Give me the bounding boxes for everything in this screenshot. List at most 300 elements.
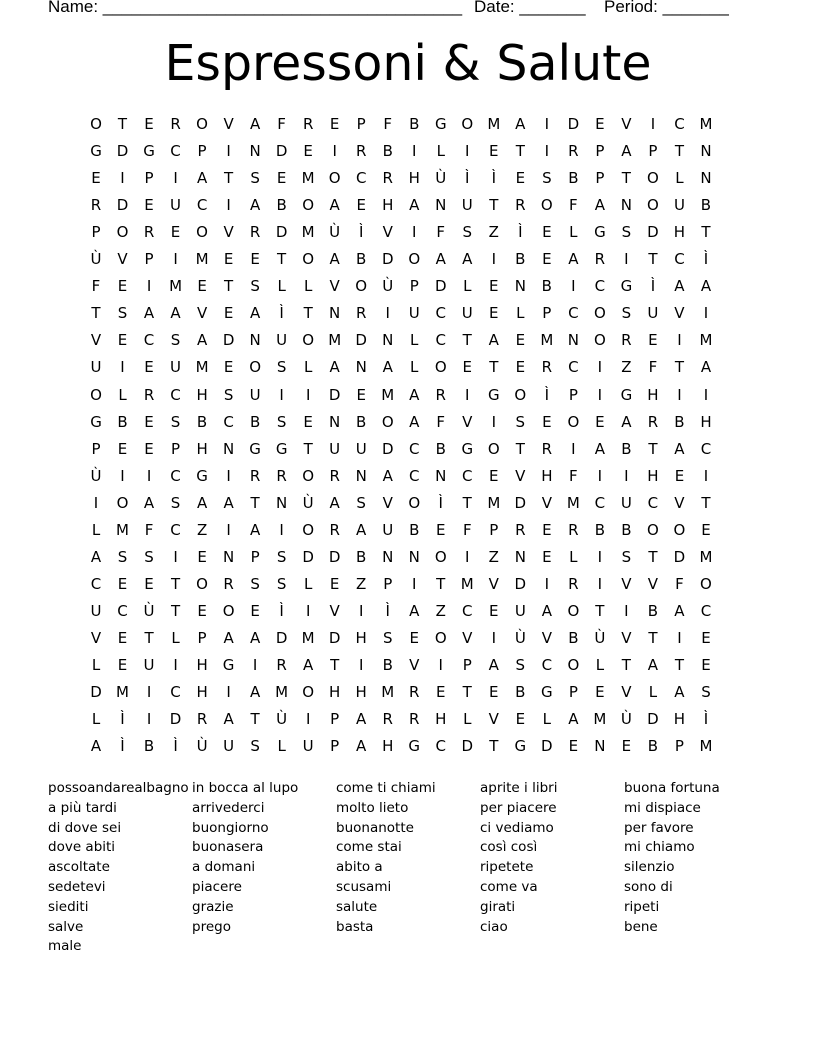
grid-letter: E: [144, 439, 154, 458]
grid-letter: F: [277, 115, 286, 133]
grid-letter: E: [595, 115, 605, 133]
grid-letter: M: [195, 358, 209, 377]
grid-letter: I: [571, 277, 576, 296]
grid-letter: N: [382, 547, 394, 566]
grid-letter: T: [144, 628, 154, 647]
grid-letter: L: [648, 683, 658, 702]
grid-letter: N: [435, 196, 447, 215]
grid-letter: F: [462, 520, 472, 539]
word-list-item: siediti: [48, 898, 89, 915]
grid-letter: P: [250, 547, 260, 566]
grid-letter: S: [117, 304, 128, 323]
word-list-item: ci vediamo: [480, 819, 554, 836]
grid-letter: I: [465, 547, 470, 566]
grid-letter: M: [116, 520, 129, 539]
grid-letter: O: [116, 493, 129, 512]
grid-letter: C: [408, 439, 420, 458]
grid-letter: Ù: [329, 223, 341, 242]
word-list-item: buongiorno: [192, 819, 269, 836]
grid-letter: E: [436, 520, 446, 539]
grid-letter: O: [222, 601, 235, 620]
grid-letter: C: [700, 439, 712, 458]
grid-letter: T: [648, 250, 658, 269]
grid-letter: M: [169, 277, 183, 296]
grid-letter: O: [514, 385, 527, 404]
grid-letter: D: [222, 331, 235, 350]
grid-letter: O: [196, 115, 208, 133]
word-list-item: ascoltate: [48, 859, 110, 876]
grid-letter: Ù: [90, 250, 102, 269]
grid-letter: C: [435, 737, 446, 756]
grid-letter: O: [540, 196, 553, 215]
grid-letter: C: [355, 169, 367, 188]
word-list-item: molto lieto: [336, 799, 409, 816]
grid-letter: H: [647, 466, 659, 485]
grid-letter: Ì: [518, 223, 523, 242]
grid-letter: S: [170, 493, 181, 512]
grid-letter: A: [435, 250, 446, 269]
grid-letter: I: [173, 656, 178, 674]
grid-letter: A: [409, 412, 420, 431]
word-list-item: per piacere: [480, 799, 557, 816]
grid-letter: G: [222, 656, 235, 674]
grid-letter: V: [488, 710, 499, 729]
grid-row: [0, 138, 816, 165]
grid-letter: U: [461, 304, 473, 323]
grid-letter: C: [700, 601, 712, 620]
grid-letter: O: [302, 683, 315, 702]
grid-letter: E: [144, 412, 154, 431]
grid-letter: O: [302, 250, 315, 269]
grid-letter: E: [542, 223, 552, 242]
grid-letter: Ì: [465, 169, 470, 188]
grid-letter: E: [595, 412, 605, 431]
grid-letter: O: [647, 169, 659, 188]
word-list-item: come ti chiami: [336, 780, 436, 796]
grid-letter: P: [674, 737, 684, 756]
word-list-item: per favore: [624, 819, 694, 836]
grid-letter: R: [276, 656, 287, 674]
grid-letter: D: [116, 196, 129, 215]
word-list-item: ciao: [480, 918, 508, 935]
grid-letter: E: [223, 250, 234, 269]
grid-letter: I: [597, 385, 603, 404]
grid-letter: O: [487, 439, 500, 458]
grid-letter: L: [436, 142, 445, 161]
grid-letter: T: [303, 304, 313, 323]
grid-letter: U: [276, 331, 288, 350]
grid-letter: L: [410, 358, 419, 377]
grid-letter: E: [542, 520, 552, 539]
grid-letter: I: [279, 520, 284, 539]
name-field-label: Name: ______________________________________: [48, 0, 463, 16]
grid-letter: P: [171, 439, 181, 458]
grid-letter: R: [355, 142, 367, 161]
grid-letter: N: [514, 547, 526, 566]
grid-letter: L: [569, 547, 578, 566]
grid-letter: I: [544, 142, 550, 161]
grid-letter: O: [408, 250, 421, 269]
grid-letter: N: [355, 358, 367, 377]
grid-letter: R: [594, 250, 606, 269]
grid-row: [0, 517, 816, 544]
grid-letter: L: [463, 710, 472, 729]
grid-letter: N: [620, 196, 632, 215]
grid-letter: M: [275, 683, 289, 702]
grid-letter: O: [302, 520, 315, 539]
grid-letter: P: [330, 710, 340, 729]
grid-letter: I: [173, 169, 178, 188]
grid-letter: T: [489, 358, 499, 377]
grid-letter: I: [305, 601, 311, 620]
grid-letter: M: [301, 223, 315, 242]
word-list-item: silenzio: [624, 859, 675, 876]
grid-letter: I: [465, 385, 470, 404]
grid-letter: C: [435, 331, 446, 350]
grid-letter: V: [488, 574, 499, 593]
grid-letter: G: [90, 412, 102, 431]
grid-letter: T: [170, 601, 181, 620]
grid-letter: T: [674, 358, 685, 377]
word-list-item: grazie: [192, 898, 234, 915]
grid-letter: E: [701, 656, 711, 674]
word-list-column: [48, 779, 188, 957]
grid-letter: E: [250, 250, 260, 269]
grid-letter: E: [117, 277, 128, 296]
grid-letter: D: [647, 223, 659, 242]
grid-letter: I: [146, 683, 152, 702]
grid-letter: S: [250, 169, 260, 188]
grid-letter: I: [491, 628, 497, 647]
grid-letter: H: [329, 683, 341, 702]
grid-letter: L: [595, 656, 605, 674]
grid-letter: I: [412, 574, 417, 593]
grid-letter: T: [515, 142, 525, 161]
grid-letter: V: [462, 628, 473, 647]
grid-letter: Ù: [594, 628, 606, 647]
grid-letter: F: [648, 358, 658, 377]
grid-letter: A: [329, 250, 340, 269]
grid-letter: A: [674, 277, 685, 296]
grid-letter: P: [91, 223, 101, 242]
grid-letter: F: [436, 223, 446, 242]
grid-letter: V: [90, 628, 102, 647]
word-list-item: scusami: [336, 878, 392, 895]
grid-letter: D: [116, 142, 129, 161]
grid-letter: O: [593, 304, 606, 323]
period-field-label: Period: _______: [604, 0, 729, 16]
grid-letter: D: [461, 737, 474, 756]
grid-row: [0, 490, 816, 517]
grid-letter: F: [436, 412, 446, 431]
grid-letter: N: [249, 331, 261, 350]
grid-letter: G: [143, 142, 155, 161]
grid-letter: V: [196, 304, 208, 323]
grid-letter: L: [91, 520, 101, 539]
grid-letter: A: [409, 601, 420, 620]
grid-letter: A: [249, 196, 261, 215]
word-list-item: buona fortuna: [624, 780, 720, 796]
word-list-item: sono di: [624, 878, 673, 895]
grid-letter: G: [434, 115, 447, 133]
grid-letter: H: [196, 385, 208, 404]
grid-letter: E: [515, 169, 526, 188]
grid-letter: B: [409, 520, 420, 539]
grid-letter: A: [90, 547, 102, 566]
grid-letter: I: [120, 169, 125, 188]
grid-letter: T: [117, 115, 128, 133]
grid-letter: R: [143, 223, 155, 242]
grid-letter: C: [196, 196, 208, 215]
grid-letter: E: [436, 683, 446, 702]
grid-letter: O: [461, 115, 474, 133]
grid-letter: G: [620, 385, 633, 404]
grid-letter: V: [647, 574, 659, 593]
grid-letter: T: [250, 493, 260, 512]
word-list-column: [624, 779, 764, 937]
grid-letter: A: [223, 493, 234, 512]
grid-letter: R: [568, 574, 579, 593]
grid-letter: I: [597, 466, 603, 485]
grid-letter: N: [382, 331, 394, 350]
grid-letter: C: [674, 250, 685, 269]
grid-letter: U: [249, 385, 261, 404]
grid-letter: C: [594, 493, 606, 512]
grid-letter: Z: [435, 601, 446, 620]
grid-letter: R: [568, 520, 579, 539]
grid-letter: L: [569, 223, 578, 242]
grid-letter: D: [275, 628, 288, 647]
grid-letter: I: [624, 466, 629, 485]
word-list-item: arrivederci: [192, 799, 265, 816]
grid-letter: T: [674, 656, 685, 674]
grid-letter: I: [703, 304, 709, 323]
grid-letter: A: [409, 196, 420, 215]
grid-letter: R: [143, 385, 155, 404]
grid-letter: F: [383, 115, 393, 133]
grid-letter: S: [250, 737, 260, 756]
grid-letter: R: [647, 412, 659, 431]
grid-letter: A: [249, 115, 261, 133]
grid-letter: U: [170, 358, 182, 377]
grid-letter: B: [409, 115, 420, 133]
grid-letter: B: [435, 439, 446, 458]
grid-letter: Ì: [703, 710, 709, 729]
grid-row: [0, 679, 816, 706]
grid-letter: E: [197, 277, 207, 296]
grid-letter: A: [249, 628, 261, 647]
grid-letter: P: [595, 169, 605, 188]
grid-letter: I: [465, 142, 470, 161]
grid-letter: C: [594, 277, 606, 296]
grid-letter: P: [568, 683, 578, 702]
grid-letter: A: [196, 169, 208, 188]
grid-letter: O: [408, 493, 421, 512]
grid-letter: R: [382, 710, 393, 729]
grid-letter: A: [462, 250, 473, 269]
grid-letter: G: [487, 385, 500, 404]
grid-letter: U: [514, 601, 526, 620]
grid-letter: S: [542, 169, 552, 188]
grid-letter: L: [277, 277, 286, 296]
grid-letter: P: [568, 385, 578, 404]
grid-row: [0, 733, 816, 760]
grid-letter: F: [569, 196, 578, 215]
grid-letter: D: [90, 683, 102, 702]
grid-letter: B: [647, 601, 659, 620]
grid-letter: A: [382, 466, 393, 485]
grid-letter: V: [409, 656, 420, 674]
grid-letter: I: [305, 385, 311, 404]
grid-letter: T: [91, 304, 101, 323]
grid-letter: B: [674, 412, 685, 431]
grid-letter: T: [621, 656, 631, 674]
grid-letter: A: [674, 439, 685, 458]
grid-letter: L: [171, 628, 180, 647]
grid-letter: Ì: [385, 601, 390, 620]
grid-letter: H: [541, 466, 553, 485]
grid-letter: I: [597, 358, 603, 377]
grid-letter: D: [434, 277, 447, 296]
grid-letter: C: [143, 331, 155, 350]
grid-letter: R: [90, 196, 102, 215]
grid-letter: L: [542, 710, 551, 729]
word-list-item: ripeti: [624, 898, 660, 915]
grid-letter: Z: [196, 520, 208, 539]
grid-letter: A: [223, 710, 234, 729]
grid-letter: M: [381, 683, 395, 702]
grid-letter: R: [409, 710, 420, 729]
grid-letter: A: [303, 656, 314, 674]
grid-letter: D: [328, 547, 341, 566]
grid-letter: T: [701, 493, 711, 512]
grid-letter: Ù: [435, 169, 447, 188]
grid-letter: E: [542, 547, 552, 566]
grid-letter: B: [541, 277, 552, 296]
grid-letter: E: [91, 169, 101, 188]
grid-letter: S: [701, 683, 711, 702]
grid-letter: C: [647, 493, 659, 512]
grid-letter: I: [650, 115, 656, 133]
grid-letter: G: [541, 683, 553, 702]
grid-letter: O: [355, 277, 368, 296]
grid-letter: D: [381, 250, 394, 269]
grid-row: [0, 300, 816, 327]
grid-letter: R: [382, 169, 393, 188]
grid-letter: E: [144, 196, 154, 215]
word-list-item: salute: [336, 898, 378, 915]
grid-letter: E: [303, 412, 313, 431]
grid-letter: E: [303, 142, 313, 161]
grid-row: [0, 382, 816, 409]
grid-letter: Ù: [143, 601, 155, 620]
grid-letter: A: [674, 683, 685, 702]
grid-letter: I: [438, 656, 443, 674]
grid-letter: N: [700, 169, 712, 188]
grid-letter: I: [544, 115, 550, 133]
word-list-item: salve: [48, 918, 84, 935]
grid-letter: Z: [356, 574, 367, 593]
grid-letter: L: [91, 656, 101, 674]
word-list-item: come va: [480, 878, 538, 895]
grid-row: [0, 409, 816, 436]
grid-letter: B: [382, 656, 393, 674]
grid-letter: R: [170, 115, 181, 133]
grid-row: [0, 652, 816, 679]
grid-row: [0, 436, 816, 463]
grid-letter: E: [356, 385, 366, 404]
word-list-item: possoandarealbagno: [48, 780, 189, 796]
grid-letter: M: [116, 683, 129, 702]
grid-letter: P: [197, 142, 207, 161]
grid-letter: U: [461, 196, 473, 215]
grid-letter: O: [249, 358, 262, 377]
grid-letter: N: [276, 493, 288, 512]
grid-letter: A: [594, 196, 605, 215]
word-list-column: [480, 779, 620, 937]
grid-letter: O: [647, 196, 659, 215]
grid-letter: A: [356, 710, 367, 729]
grid-letter: O: [381, 412, 394, 431]
grid-letter: Ì: [279, 304, 284, 323]
word-list-item: male: [48, 938, 82, 955]
grid-row: [0, 219, 816, 246]
grid-letter: A: [143, 493, 155, 512]
grid-letter: R: [541, 358, 553, 377]
grid-letter: M: [699, 331, 713, 350]
grid-letter: A: [515, 115, 526, 133]
grid-letter: V: [515, 466, 526, 485]
grid-letter: P: [409, 277, 419, 296]
grid-letter: H: [196, 683, 208, 702]
grid-letter: I: [120, 358, 125, 377]
grid-letter: O: [90, 115, 102, 133]
grid-letter: C: [568, 304, 579, 323]
grid-letter: S: [223, 385, 234, 404]
grid-letter: T: [436, 574, 446, 593]
word-list-column: [336, 779, 476, 937]
grid-letter: E: [489, 466, 499, 485]
grid-letter: B: [515, 683, 526, 702]
grid-letter: D: [673, 547, 686, 566]
grid-letter: U: [223, 737, 235, 756]
grid-letter: S: [117, 547, 128, 566]
grid-letter: B: [568, 169, 579, 188]
grid-letter: H: [382, 737, 394, 756]
grid-letter: R: [302, 115, 314, 133]
grid-letter: P: [91, 439, 101, 458]
grid-row: [0, 463, 816, 490]
grid-letter: N: [408, 547, 420, 566]
grid-letter: H: [700, 412, 712, 431]
grid-letter: V: [329, 277, 340, 296]
grid-letter: E: [515, 358, 526, 377]
grid-letter: E: [197, 601, 207, 620]
grid-letter: U: [302, 737, 314, 756]
grid-letter: G: [514, 737, 527, 756]
grid-letter: I: [173, 547, 178, 566]
grid-row: [0, 273, 816, 300]
grid-letter: A: [409, 385, 420, 404]
grid-letter: V: [462, 412, 473, 431]
grid-letter: Ì: [703, 250, 709, 269]
grid-letter: A: [700, 277, 712, 296]
grid-letter: O: [116, 223, 129, 242]
grid-letter: E: [489, 304, 499, 323]
grid-letter: Ù: [620, 710, 632, 729]
grid-letter: E: [117, 331, 128, 350]
grid-letter: D: [169, 710, 182, 729]
